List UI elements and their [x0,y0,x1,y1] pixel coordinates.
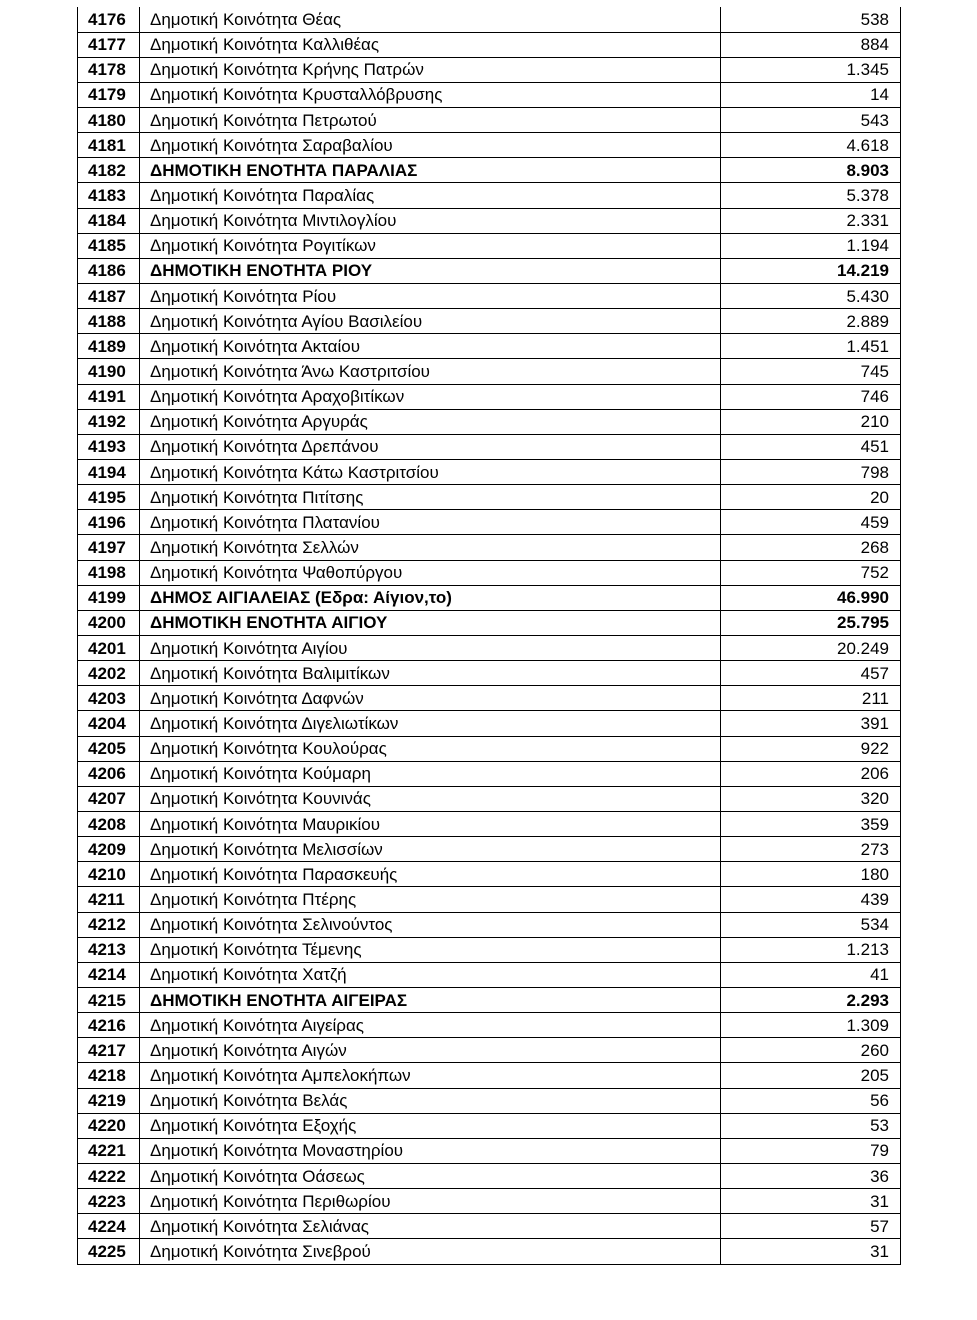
table-row [78,1113,901,1138]
table-row [78,686,901,711]
row-name-cell: Δημοτική Κοινότητα Αγίου Βασιλείου [140,309,721,334]
row-name-cell: Δημοτική Κοινότητα Μελισσίων [140,837,721,862]
table-row [78,962,901,987]
row-population-cell: 1.345 [721,57,901,82]
row-name-cell: Δημοτική Κοινότητα Σινεβρού [140,1239,721,1264]
row-name-cell: Δημοτική Κοινότητα Τέμενης [140,937,721,962]
row-id-cell: 4183 [78,183,140,208]
row-population-cell: 260 [721,1038,901,1063]
row-id-cell: 4190 [78,359,140,384]
row-id-cell: 4199 [78,585,140,610]
row-population-cell: 56 [721,1088,901,1113]
table-row [78,334,901,359]
table-row [78,1088,901,1113]
table-row [78,284,901,309]
row-id-cell: 4196 [78,510,140,535]
table-row [78,912,901,937]
table-row [78,1214,901,1239]
row-name-cell: ΔΗΜΟΤΙΚΗ ΕΝΟΤΗΤΑ ΑΙΓΕΙΡΑΣ [140,987,721,1012]
row-name-cell: Δημοτική Κοινότητα Κουλούρας [140,736,721,761]
row-name-cell: Δημοτική Κοινότητα Ψαθοπύργου [140,560,721,585]
row-population-cell: 439 [721,887,901,912]
table-row [78,1063,901,1088]
row-population-cell: 5.378 [721,183,901,208]
row-id-cell: 4212 [78,912,140,937]
row-population-cell: 1.213 [721,937,901,962]
row-id-cell: 4206 [78,761,140,786]
row-population-cell: 798 [721,460,901,485]
table-row [78,108,901,133]
row-name-cell: Δημοτική Κοινότητα Πιτίτσης [140,485,721,510]
row-id-cell: 4181 [78,133,140,158]
table-row [78,158,901,183]
table-row [78,761,901,786]
table-row [78,786,901,811]
row-name-cell: Δημοτική Κοινότητα Αιγίου [140,636,721,661]
row-id-cell: 4207 [78,786,140,811]
row-population-cell: 1.451 [721,334,901,359]
row-population-cell: 79 [721,1138,901,1163]
row-id-cell: 4176 [78,7,140,32]
table-row [78,32,901,57]
table-row [78,535,901,560]
row-id-cell: 4216 [78,1013,140,1038]
row-id-cell: 4182 [78,158,140,183]
table-row [78,711,901,736]
row-population-cell: 25.795 [721,610,901,635]
table-row [78,485,901,510]
row-id-cell: 4224 [78,1214,140,1239]
row-id-cell: 4213 [78,937,140,962]
row-id-cell: 4214 [78,962,140,987]
row-name-cell: Δημοτική Κοινότητα Αμπελοκήπων [140,1063,721,1088]
table-row [78,1163,901,1188]
row-name-cell: Δημοτική Κοινότητα Ακταίου [140,334,721,359]
row-name-cell: Δημοτική Κοινότητα Κρυσταλλόβρυσης [140,82,721,107]
row-population-cell: 2.293 [721,987,901,1012]
table-row [78,258,901,283]
table-row [78,133,901,158]
row-id-cell: 4179 [78,82,140,107]
row-name-cell: Δημοτική Κοινότητα Περιθωρίου [140,1189,721,1214]
row-id-cell: 4223 [78,1189,140,1214]
row-population-cell: 210 [721,409,901,434]
row-id-cell: 4205 [78,736,140,761]
row-population-cell: 922 [721,736,901,761]
row-population-cell: 320 [721,786,901,811]
row-id-cell: 4184 [78,208,140,233]
row-id-cell: 4192 [78,409,140,434]
row-name-cell: ΔΗΜΟΤΙΚΗ ΕΝΟΤΗΤΑ ΠΑΡΑΛΙΑΣ [140,158,721,183]
table-row [78,1013,901,1038]
row-id-cell: 4225 [78,1239,140,1264]
row-id-cell: 4222 [78,1163,140,1188]
table-row [78,384,901,409]
row-id-cell: 4208 [78,812,140,837]
table-row [78,1138,901,1163]
row-population-cell: 745 [721,359,901,384]
row-id-cell: 4191 [78,384,140,409]
row-name-cell: Δημοτική Κοινότητα Πλατανίου [140,510,721,535]
row-id-cell: 4200 [78,610,140,635]
table-row [78,359,901,384]
row-name-cell: Δημοτική Κοινότητα Αραχοβιτίκων [140,384,721,409]
row-name-cell: Δημοτική Κοινότητα Σελλών [140,535,721,560]
row-name-cell: Δημοτική Κοινότητα Σαραβαλίου [140,133,721,158]
row-name-cell: Δημοτική Κοινότητα Δαφνών [140,686,721,711]
row-name-cell: Δημοτική Κοινότητα Χατζή [140,962,721,987]
row-population-cell: 46.990 [721,585,901,610]
table-row [78,661,901,686]
row-population-cell: 451 [721,434,901,459]
row-id-cell: 4209 [78,837,140,862]
table-row [78,460,901,485]
row-population-cell: 14.219 [721,258,901,283]
row-id-cell: 4202 [78,661,140,686]
row-id-cell: 4193 [78,434,140,459]
row-id-cell: 4194 [78,460,140,485]
row-id-cell: 4195 [78,485,140,510]
row-population-cell: 884 [721,32,901,57]
table-row [78,837,901,862]
row-id-cell: 4218 [78,1063,140,1088]
table-row [78,183,901,208]
table-row [78,610,901,635]
table-row [78,636,901,661]
row-name-cell: Δημοτική Κοινότητα Καλλιθέας [140,32,721,57]
row-population-cell: 180 [721,862,901,887]
row-name-cell: Δημοτική Κοινότητα Δρεπάνου [140,434,721,459]
row-population-cell: 41 [721,962,901,987]
row-population-cell: 538 [721,7,901,32]
row-population-cell: 391 [721,711,901,736]
row-population-cell: 8.903 [721,158,901,183]
table-row [78,1038,901,1063]
row-id-cell: 4220 [78,1113,140,1138]
row-name-cell: Δημοτική Κοινότητα Παρασκευής [140,862,721,887]
table-row [78,208,901,233]
row-name-cell: Δημοτική Κοινότητα Βαλιμιτίκων [140,661,721,686]
row-name-cell: Δημοτική Κοινότητα Ρίου [140,284,721,309]
row-id-cell: 4219 [78,1088,140,1113]
row-population-cell: 2.889 [721,309,901,334]
row-name-cell: Δημοτική Κοινότητα Οάσεως [140,1163,721,1188]
row-population-cell: 57 [721,1214,901,1239]
row-name-cell: Δημοτική Κοινότητα Πτέρης [140,887,721,912]
row-population-cell: 206 [721,761,901,786]
table-row [78,309,901,334]
row-name-cell: Δημοτική Κοινότητα Εξοχής [140,1113,721,1138]
table-row [78,1239,901,1264]
row-id-cell: 4177 [78,32,140,57]
row-name-cell: Δημοτική Κοινότητα Μαυρικίου [140,812,721,837]
row-id-cell: 4197 [78,535,140,560]
row-id-cell: 4178 [78,57,140,82]
row-population-cell: 273 [721,837,901,862]
row-name-cell: Δημοτική Κοινότητα Κούμαρη [140,761,721,786]
row-name-cell: Δημοτική Κοινότητα Άνω Καστριτσίου [140,359,721,384]
row-id-cell: 4211 [78,887,140,912]
row-id-cell: 4198 [78,560,140,585]
row-name-cell: Δημοτική Κοινότητα Αιγείρας [140,1013,721,1038]
row-name-cell: Δημοτική Κοινότητα Κρήνης Πατρών [140,57,721,82]
row-population-cell: 31 [721,1239,901,1264]
table-row [78,585,901,610]
table-row [78,937,901,962]
row-name-cell: Δημοτική Κοινότητα Μιντιλογλίου [140,208,721,233]
row-id-cell: 4188 [78,309,140,334]
row-population-cell: 359 [721,812,901,837]
row-id-cell: 4215 [78,987,140,1012]
row-population-cell: 746 [721,384,901,409]
table-row [78,887,901,912]
row-name-cell: Δημοτική Κοινότητα Αργυράς [140,409,721,434]
table-row [78,434,901,459]
row-population-cell: 2.331 [721,208,901,233]
row-population-cell: 1.309 [721,1013,901,1038]
table-row [78,1189,901,1214]
row-name-cell: ΔΗΜΟΤΙΚΗ ΕΝΟΤΗΤΑ ΡΙΟΥ [140,258,721,283]
row-name-cell: ΔΗΜΟΤΙΚΗ ΕΝΟΤΗΤΑ ΑΙΓΙΟΥ [140,610,721,635]
row-population-cell: 457 [721,661,901,686]
row-population-cell: 211 [721,686,901,711]
row-population-cell: 205 [721,1063,901,1088]
row-id-cell: 4217 [78,1038,140,1063]
row-population-cell: 543 [721,108,901,133]
row-id-cell: 4189 [78,334,140,359]
row-population-cell: 752 [721,560,901,585]
row-population-cell: 5.430 [721,284,901,309]
table-row [78,510,901,535]
row-population-cell: 14 [721,82,901,107]
table-row [78,987,901,1012]
row-id-cell: 4187 [78,284,140,309]
row-name-cell: Δημοτική Κοινότητα Κάτω Καστριτσίου [140,460,721,485]
row-name-cell: Δημοτική Κοινότητα Σελιάνας [140,1214,721,1239]
table-row [78,409,901,434]
table-row [78,862,901,887]
row-id-cell: 4186 [78,258,140,283]
row-id-cell: 4180 [78,108,140,133]
row-name-cell: Δημοτική Κοινότητα Αιγών [140,1038,721,1063]
row-population-cell: 36 [721,1163,901,1188]
row-name-cell: Δημοτική Κοινότητα Διγελιωτίκων [140,711,721,736]
row-id-cell: 4221 [78,1138,140,1163]
table-row [78,736,901,761]
row-population-cell: 20 [721,485,901,510]
table-row [78,233,901,258]
row-name-cell: Δημοτική Κοινότητα Βελάς [140,1088,721,1113]
row-population-cell: 53 [721,1113,901,1138]
row-id-cell: 4185 [78,233,140,258]
row-name-cell: ΔΗΜΟΣ ΑΙΓΙΑΛΕΙΑΣ (Εδρα: Αίγιον,το) [140,585,721,610]
table-row [78,812,901,837]
table-row [78,82,901,107]
row-population-cell: 20.249 [721,636,901,661]
row-population-cell: 31 [721,1189,901,1214]
row-name-cell: Δημοτική Κοινότητα Κουνινάς [140,786,721,811]
table-row [78,560,901,585]
row-id-cell: 4201 [78,636,140,661]
row-id-cell: 4210 [78,862,140,887]
row-population-cell: 1.194 [721,233,901,258]
row-id-cell: 4203 [78,686,140,711]
table-row [78,7,901,32]
row-name-cell: Δημοτική Κοινότητα Θέας [140,7,721,32]
row-name-cell: Δημοτική Κοινότητα Μοναστηρίου [140,1138,721,1163]
row-id-cell: 4204 [78,711,140,736]
row-name-cell: Δημοτική Κοινότητα Πετρωτού [140,108,721,133]
row-population-cell: 4.618 [721,133,901,158]
row-name-cell: Δημοτική Κοινότητα Ρογιτίκων [140,233,721,258]
table-row [78,57,901,82]
row-name-cell: Δημοτική Κοινότητα Σελινούντος [140,912,721,937]
table-body [78,7,901,1264]
row-population-cell: 534 [721,912,901,937]
row-name-cell: Δημοτική Κοινότητα Παραλίας [140,183,721,208]
population-table [77,7,901,1265]
row-population-cell: 459 [721,510,901,535]
row-population-cell: 268 [721,535,901,560]
